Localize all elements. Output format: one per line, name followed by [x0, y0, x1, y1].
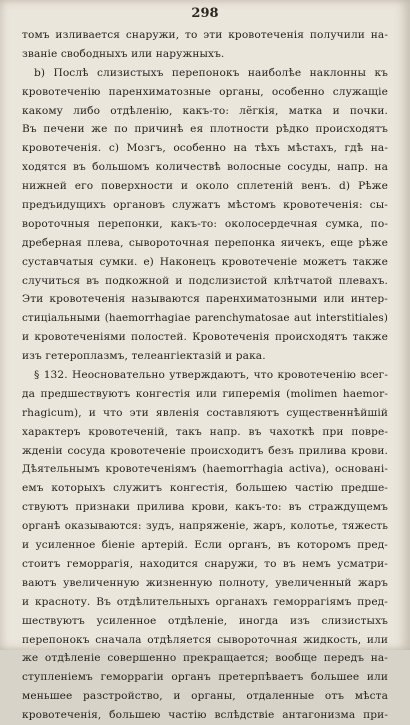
- text-line: и красноту. Въ отдѣлительныхъ органахъ геморрагіямъ пред-: [22, 595, 388, 608]
- text-line: органѣ оказываются: зудъ, напряженіе, жаръ, колотье, тяжесть: [22, 520, 388, 533]
- page-number: 298: [191, 6, 219, 21]
- text-line: ходятся въ большомъ количествѣ волосные сосуды, напр. на: [22, 161, 388, 174]
- text-line: да предшествуютъ конгестія или гиперемія (molimen haemor-: [22, 387, 388, 400]
- text-line: же отдѣленіе совершенно прекращается; вообще передъ на-: [22, 652, 388, 665]
- text-line: жденіи сосуда кровотеченіе происходитъ безъ прилива крови.: [22, 444, 388, 457]
- text-line: и усиленное біеніе артерій. Если органъ, въ которомъ пред-: [22, 539, 388, 552]
- text-line: § 132. Неосновательно утверждаютъ, что кровотеченію всег-: [34, 369, 388, 382]
- text-line: случиться въ подкожной и подслизистой клѣтчатой плевахъ.: [22, 274, 388, 287]
- text-line: Эти кровотеченія называются паренхиматозными или интер-: [22, 293, 388, 306]
- text-line: Дѣятельнымъ кровотеченіямъ (haemorrhagia activa), основані-: [22, 463, 388, 476]
- text-line: кровотеченія. с) Мозгъ, особенно на тѣхъ мѣстахъ, гдѣ на-: [22, 142, 388, 155]
- text-line: кровотеченію паренхиматозные органы, особенно служащіе: [22, 85, 388, 98]
- text-line: какому либо отдѣленію, какъ-то: лёгкія, матка и почки.: [22, 104, 388, 117]
- text-line: Въ печени же по причинѣ ея плотности рѣдко происходятъ: [22, 123, 388, 136]
- text-line: томъ изливается снаружи, то эти кровотеченія получили на-: [22, 29, 388, 41]
- text-line: ствуютъ признаки прилива крови, какъ-то: въ страждущемъ: [22, 501, 388, 514]
- text-line: емъ которыхъ служитъ конгестія, большею частію предше-: [22, 482, 388, 495]
- text-line: меньшее разстройство, и органы, отдаленные отъ мѣста: [22, 690, 388, 703]
- text-line: вороточныя перепонки, какъ-то: околосердечная сумка, по-: [22, 217, 388, 230]
- text-line: rhagicum), и что эти явленія составляютъ существеннѣйшій: [22, 406, 388, 419]
- text-line: суставчатыя сумки. е) Наконецъ кровотеченіе можетъ также: [22, 255, 388, 268]
- text-line: званіе свободныхъ или наружныхъ.: [22, 47, 225, 60]
- text-line: дреберная плева, сывороточная перепонка яичекъ, еще рѣже: [22, 236, 388, 249]
- body-text: [22, 26, 388, 725]
- text-line: предъидущихъ органовъ служатъ мѣстомъ кровотеченія: сы-: [22, 199, 388, 212]
- text-line: и кровотеченіями полостей. Кровотеченія происходятъ также: [22, 331, 388, 344]
- text-line: шествуютъ усиленное отдѣленіе, иногда изъ слизистыхъ: [22, 614, 388, 627]
- text-line: кровотеченія, большею частію вслѣдствіе антагонизма при-: [22, 709, 388, 722]
- text-line: ваютъ увеличенную жизненную полноту, увеличенный жаръ: [22, 576, 388, 589]
- text-line: перепонокъ сначала отдѣляется сывороточная жидкость, или: [22, 633, 388, 646]
- text-line: b) Послѣ слизистыхъ перепонокъ наиболѣе наклонны къ: [34, 66, 388, 79]
- text-line: нижней его поверхности и около сплетеній венъ. d) Рѣже: [22, 180, 388, 193]
- text-line: изъ гетероплазмъ, телеангіектазій и рака.: [22, 350, 266, 363]
- text-line: ступленіемъ геморрагіи органъ претерпѣваетъ большее или: [22, 671, 388, 684]
- text-line: стиціальными (haemorrhagiae parenchymatosae aut interstitiales): [22, 312, 388, 325]
- text-line: стоитъ геморрагія, находится снаружи, то въ немъ усматри-: [22, 557, 388, 570]
- text-line: характеръ кровотеченій, такъ напр. въ чахоткѣ при повре-: [22, 425, 388, 438]
